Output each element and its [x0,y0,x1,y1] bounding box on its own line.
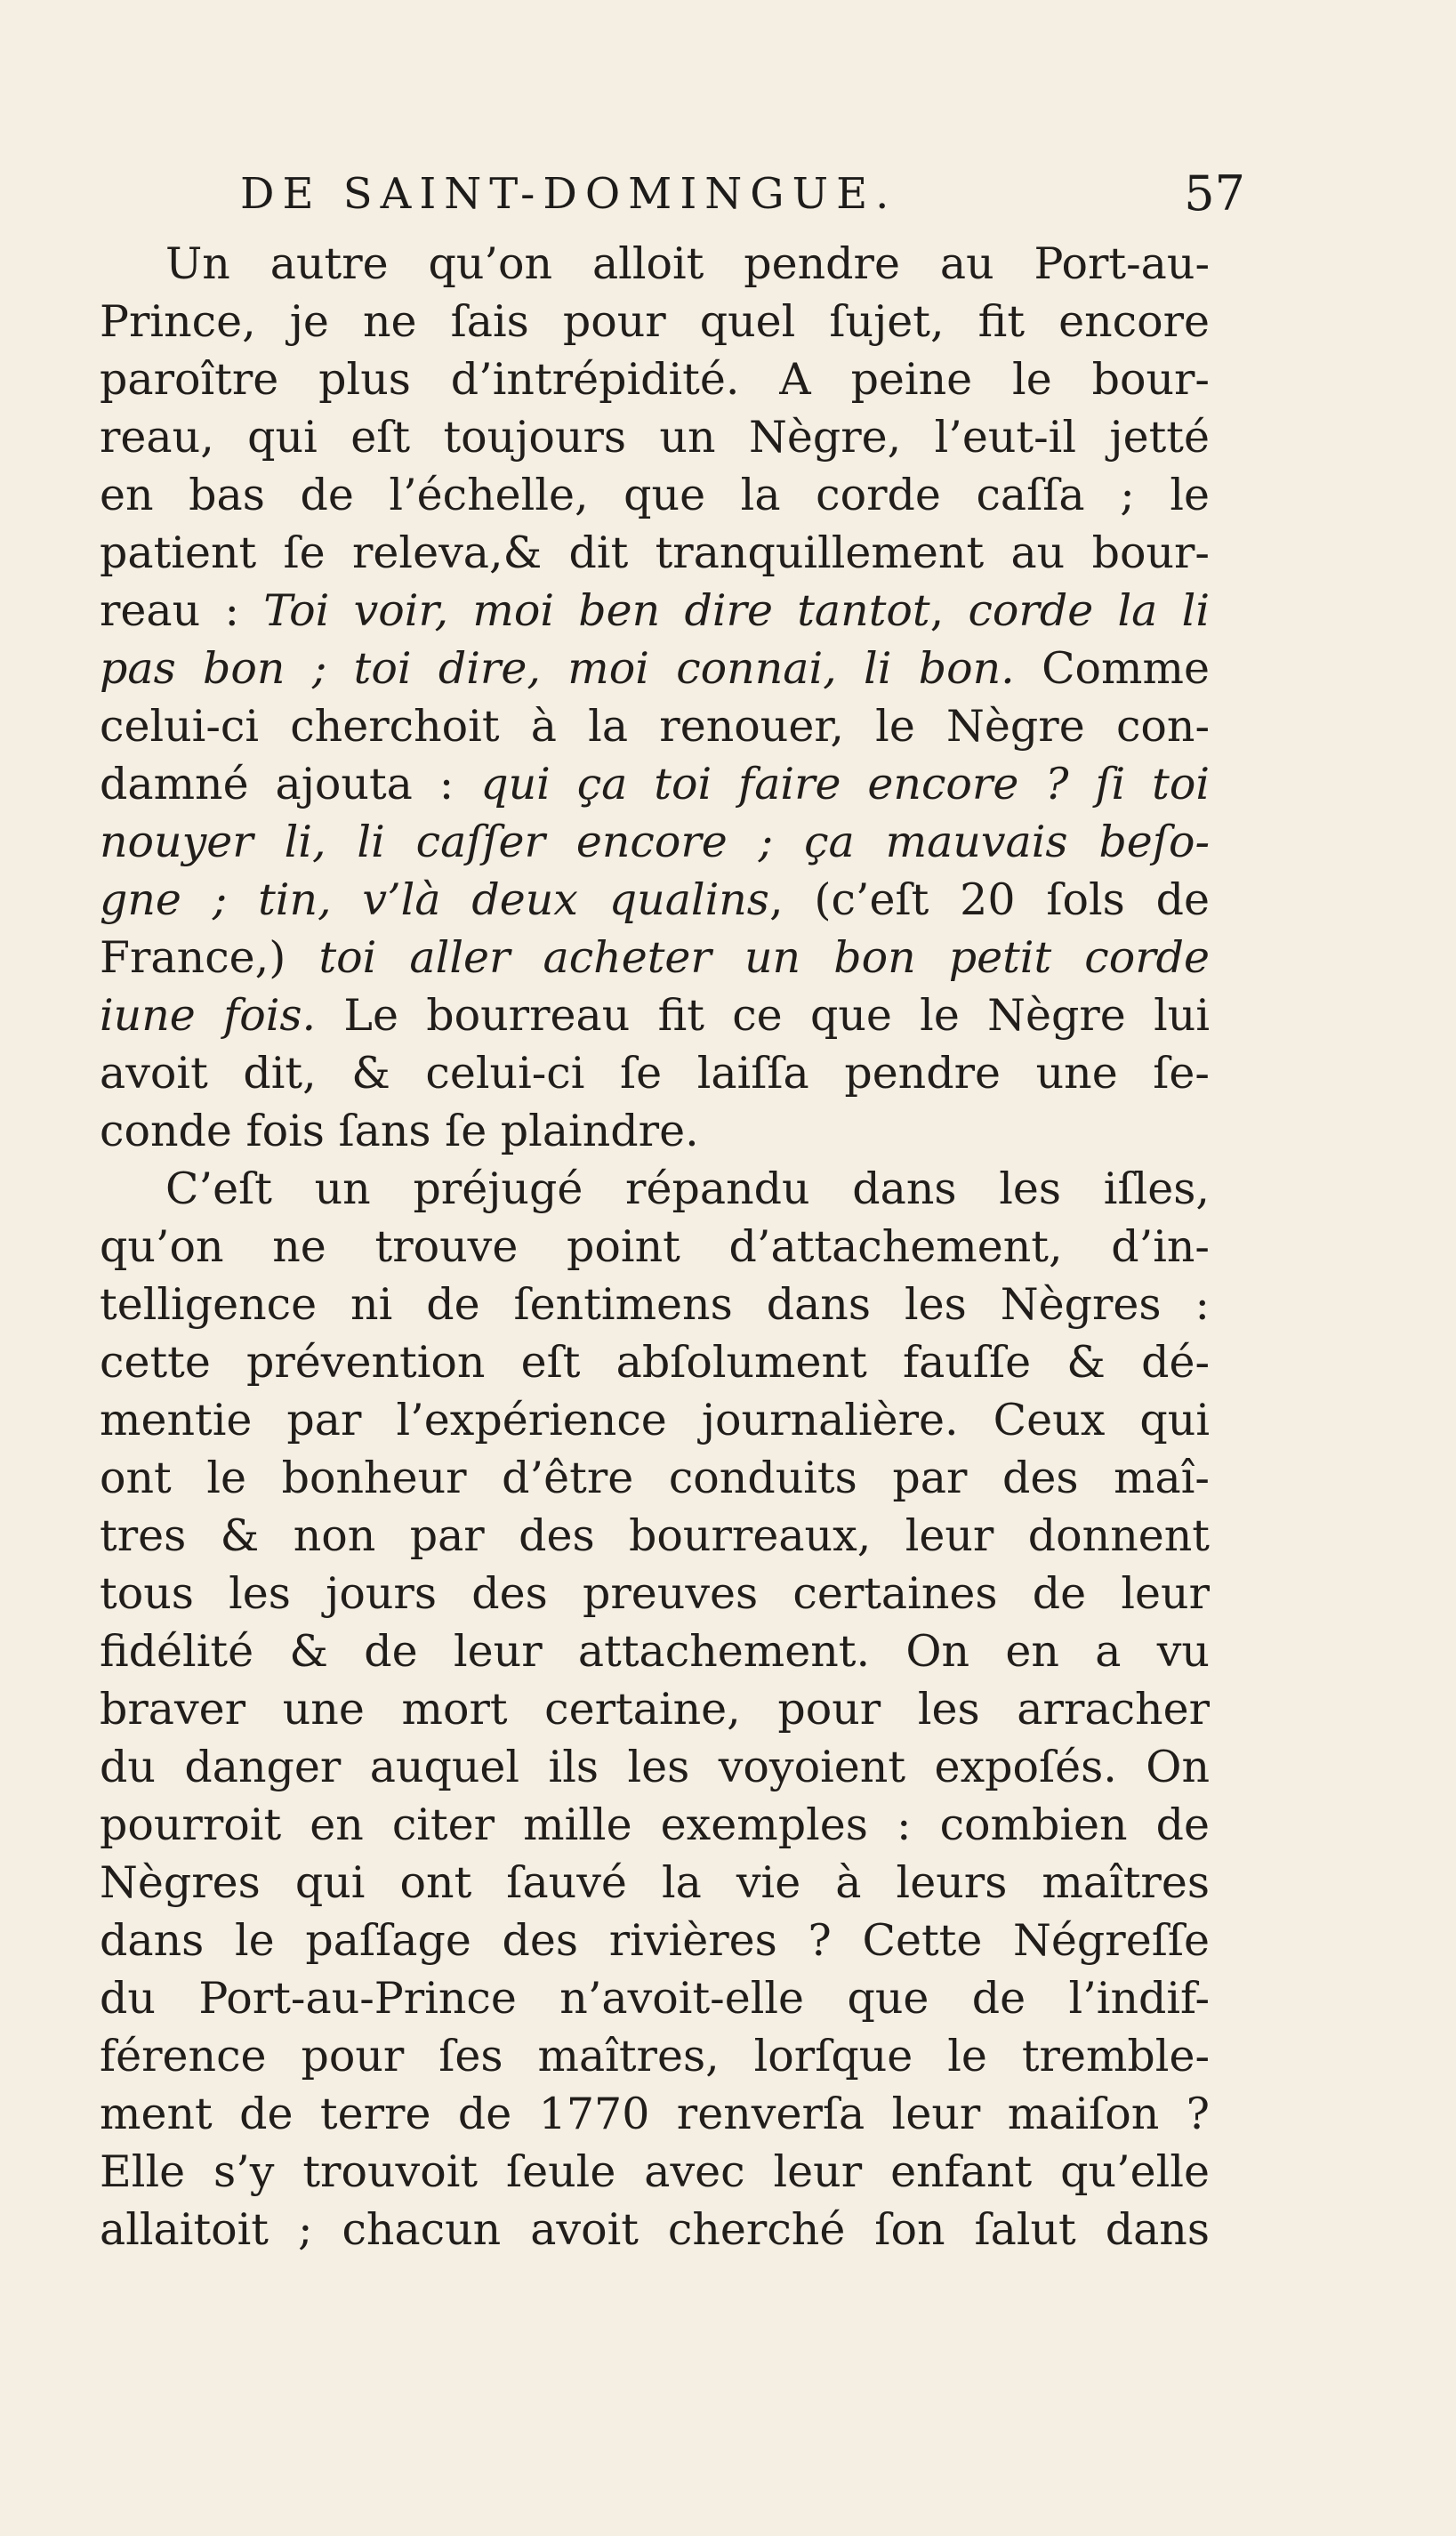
text-line: cette prévention eſt abſolument fauſſe & dé- [100,1337,1210,1388]
italic-creole-run: gne ; tin, v’là deux qualins [100,874,769,925]
text-run: Comme [1014,643,1210,694]
text-line: ment de terre de 1770 renverſa leur maiſon ? [100,2089,1210,2139]
text-line-mixed [100,871,1210,929]
text-line: mentie par l’expérience journalière. Ceux qui [100,1395,1210,1445]
text-run: damné ajouta : [100,759,481,809]
text-line: patient ſe releva,& dit tranquillement au bour- [100,527,1210,578]
italic-creole-run: qui ça toi faire encore ? ſi toi [480,759,1210,809]
text-run: reau : [100,585,264,636]
text-line: dans le paſſage des rivières ? Cette Négreſſe [100,1915,1210,1966]
italic-creole-run: pas bon ; toi dire, moi connai, li bon. [100,643,1015,694]
italic-creole-run: Toi voir, moi ben dire tantot [263,585,930,636]
text-line: Un autre qu’on alloit pendre au Port-au- [165,238,1210,289]
text-line: tres & non par des bourreaux, leur donnent [100,1510,1210,1561]
italic-creole-run: iune fois. [100,990,317,1041]
page-number: 57 [1184,165,1245,221]
italic-creole-run: toi aller acheter un bon petit corde [318,932,1210,983]
text-line: avoit dit, & celui-ci ſe laiſſa pendre une ſe- [100,1048,1210,1099]
text-line: du danger auquel ils les voyoient expoſés. On [100,1742,1210,1792]
text-line: C’eſt un préjugé répandu dans les iſles, [165,1163,1210,1214]
italic-creole-run: corde la li [968,585,1210,636]
text-line: pourroit en citer mille exemples : combien de [100,1799,1210,1850]
text-line: celui-ci cherchoit à la renouer, le Nègre con- [100,701,1210,752]
text-run: , [929,585,969,636]
text-line: férence pour ſes maîtres, lorſque le tremble- [100,2031,1210,2081]
text-line-mixed [100,929,1210,986]
text-line: paroître plus d’intrépidité. A peine le bour- [100,354,1210,405]
text-line-mixed [100,755,1210,813]
text-line: conde fois ſans ſe plaindre. [100,1106,699,1156]
text-line: Prince, je ne ſais pour quel ſujet, fit encore [100,296,1210,347]
text-line: fidélité & de leur attachement. On en a vu [100,1626,1210,1677]
text-line: Nègres qui ont ſauvé la vie à leurs maîtres [100,1857,1210,1908]
body-text [100,235,1210,2258]
text-line: du Port-au-Prince n’avoit-elle que de l’indif- [100,1973,1210,2024]
text-line-mixed [100,582,1210,640]
text-line: ont le bonheur d’être conduits par des maî- [100,1453,1210,1503]
text-line: allaitoit ; chacun avoit cherché ſon ſalut dans [100,2204,1210,2255]
text-line: Elle s’y trouvoit ſeule avec leur enfant qu’elle [100,2146,1210,2197]
text-line: qu’on ne trouve point d’attachement, d’in- [100,1221,1210,1272]
italic-creole-line: nouyer li, li caſſer encore ; ça mauvais beſo- [100,817,1210,867]
text-line-mixed [100,640,1210,697]
text-line: braver une mort certaine, pour les arracher [100,1684,1210,1735]
text-run: Le bourreau fit ce que le Nègre lui [316,990,1210,1041]
text-line: reau, qui eſt toujours un Nègre, l’eut-il jetté [100,412,1210,463]
text-line: telligence ni de ſentimens dans les Nègres : [100,1279,1210,1330]
running-head [240,165,1245,231]
text-run: France,) [100,932,319,983]
text-run: , (c’eſt 20 ſols de [768,874,1210,925]
text-line: tous les jours des preuves certaines de leur [100,1568,1210,1619]
text-line: en bas de l’échelle, que la corde caſſa ; le [100,470,1210,520]
text-line-mixed [100,986,1210,1044]
running-title: DE SAINT-DOMINGUE. [240,169,897,219]
